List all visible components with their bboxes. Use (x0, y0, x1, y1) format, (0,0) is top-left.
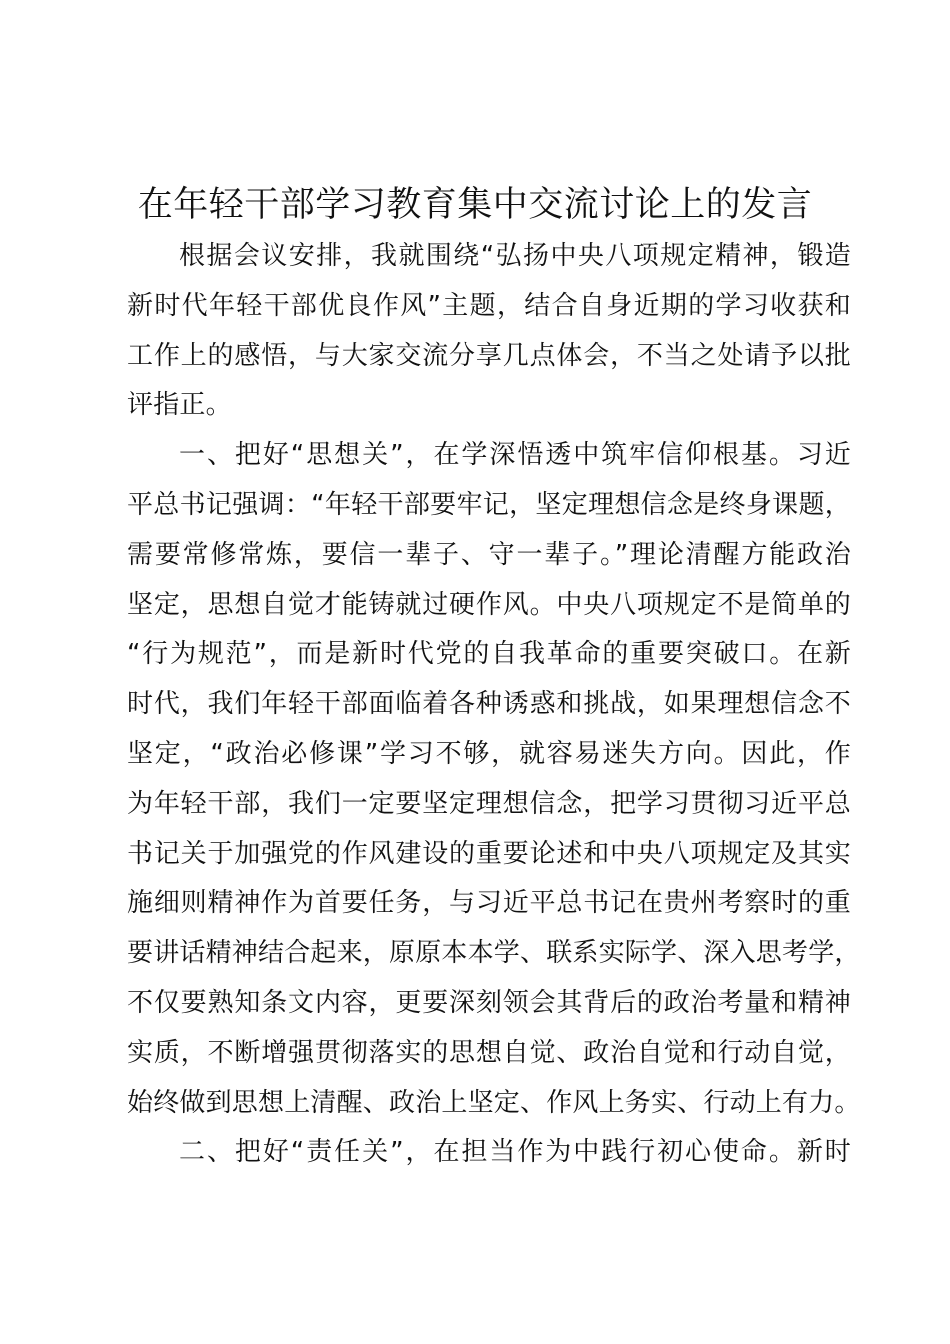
paragraph-line: 平总书记强调：“年轻干部要牢记，坚定理想信念是终身课题， (127, 489, 851, 520)
section-heading-line: 二、把好“责任关”，在担当作为中践行初心使命。新时 (179, 1137, 851, 1168)
paragraph-line: 实质，不断增强贯彻落实的思想自觉、政治自觉和行动自觉， (127, 1037, 851, 1068)
paragraph-line: 时代，我们年轻干部面临着各种诱惑和挑战，如果理想信念不 (127, 689, 851, 720)
paragraph-line: 坚定，“政治必修课”学习不够，就容易迷失方向。因此，作 (127, 738, 851, 769)
paragraph-line: “行为规范”，而是新时代党的自我革命的重要突破口。在新 (127, 639, 851, 670)
paragraph-line: 要讲话精神结合起来，原原本本学、联系实际学、深入思考学， (127, 938, 861, 969)
paragraph-line: 为年轻干部，我们一定要坚定理想信念，把学习贯彻习近平总 (127, 788, 851, 819)
document-title: 在年轻干部学习教育集中交流讨论上的发言 (137, 185, 813, 225)
paragraph-line: 书记关于加强党的作风建设的重要论述和中央八项规定及其实 (127, 838, 851, 869)
paragraph-line: 评指正。 (127, 390, 232, 421)
paragraph-line: 工作上的感悟，与大家交流分享几点体会，不当之处请予以批 (127, 340, 851, 371)
paragraph-line: 不仅要熟知条文内容，更要深刻领会其背后的政治考量和精神 (127, 987, 851, 1018)
document-body (127, 232, 861, 1178)
paragraph-line: 新时代年轻干部优良作风”主题，结合自身近期的学习收获和 (127, 290, 851, 321)
paragraph-line: 坚定，思想自觉才能铸就过硬作风。中央八项规定不是简单的 (127, 589, 851, 620)
section-heading-line: 一、把好“思想关”，在学深悟透中筑牢信仰根基。习近 (179, 440, 851, 471)
paragraph-line: 根据会议安排，我就围绕“弘扬中央八项规定精神，锻造 (179, 241, 851, 271)
paragraph-line: 需要常修常炼，要信一辈子、守一辈子。”理论清醒方能政治 (127, 539, 851, 570)
paragraph-line: 始终做到思想上清醒、政治上坚定、作风上务实、行动上有力。 (127, 1087, 861, 1118)
paragraph-line: 施细则精神作为首要任务，与习近平总书记在贵州考察时的重 (127, 888, 851, 919)
